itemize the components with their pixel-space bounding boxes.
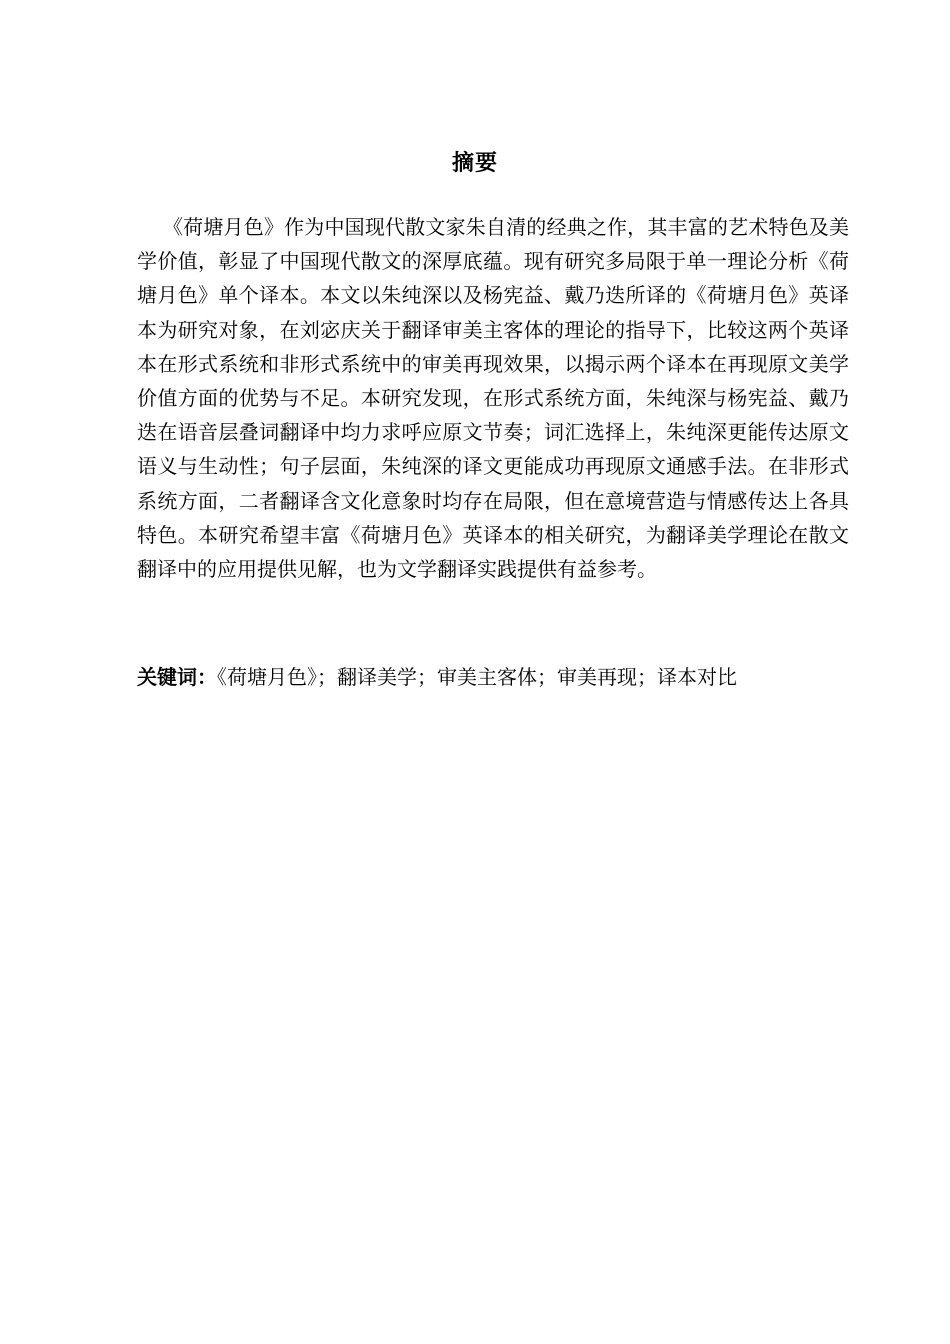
keywords-list: 《荷塘月色》；翻译美学；审美主客体；审美再现；译本对比 <box>217 665 737 689</box>
keywords-line <box>137 660 849 694</box>
keywords-label: 关键词： <box>137 665 217 689</box>
abstract-title: 摘要 <box>451 151 498 176</box>
abstract-body: 《荷塘月色》作为中国现代散文家朱自清的经典之作，其丰富的艺术特色及美学价值，彰显了中国现代散文的深厚底蕴。现有研究多局限于单一理论分析《荷塘月色》单个译本。本文以朱纯深以及杨宪益、戴乃迭所译的《荷塘月色》英译本为研究对象，在刘宓庆关于翻译审美主客体的理论的指导下，比较这两个英译本在形式系统和非形式系统中的审美再现效果，以揭示两个译本在再现原文美学价值方面的优势与不足。本研究发现，在形式系统方面，朱纯深与杨宪益、戴乃迭在语音层叠词翻译中均力求呼应原文节奏；词汇选择上，朱纯深更能传达原文语义与生动性；句子层面，朱纯深的译文更能成功再现原文通感手法。在非形式系统方面，二者翻译含文化意象时均存在局限，但在意境营造与情感传达上各具特色。本研究希望丰富《荷塘月色》英译本的相关研究，为翻译美学理论在散文翻译中的应用提供见解，也为文学翻译实践提供有益参考。 <box>137 215 849 582</box>
